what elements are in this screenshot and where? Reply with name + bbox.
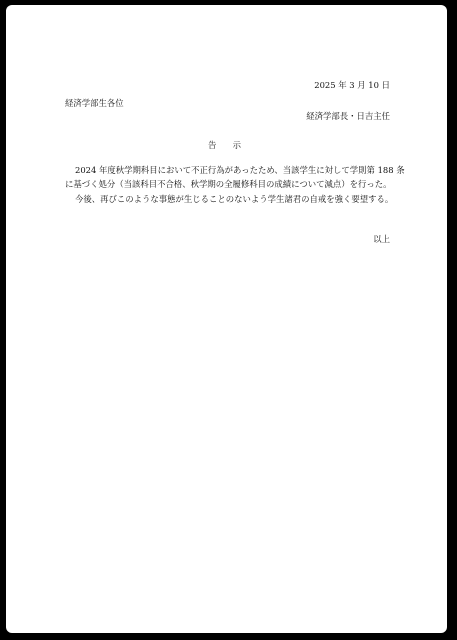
- document-page: [6, 5, 447, 633]
- body-line-1: 2024 年度秋学期科目において不正行為があったため、当該学生に対して学則第 188 条: [75, 165, 405, 175]
- body-line-2: に基づく処分（当該科目不合格、秋学期の全履修科目の成績について減点）を行った。: [65, 179, 392, 189]
- body-line-3: 今後、再びこのような事態が生じることのないよう学生諸君の自戒を強く要望する。: [75, 194, 394, 204]
- notice-title: 告 示: [207, 140, 246, 150]
- recipient-line: 経済学部生各位: [65, 98, 124, 108]
- sender-line: 経済学部長・日吉主任: [306, 111, 390, 121]
- closing-mark: 以上: [373, 234, 390, 244]
- issue-date: 2025 年 3 月 10 日: [314, 80, 390, 90]
